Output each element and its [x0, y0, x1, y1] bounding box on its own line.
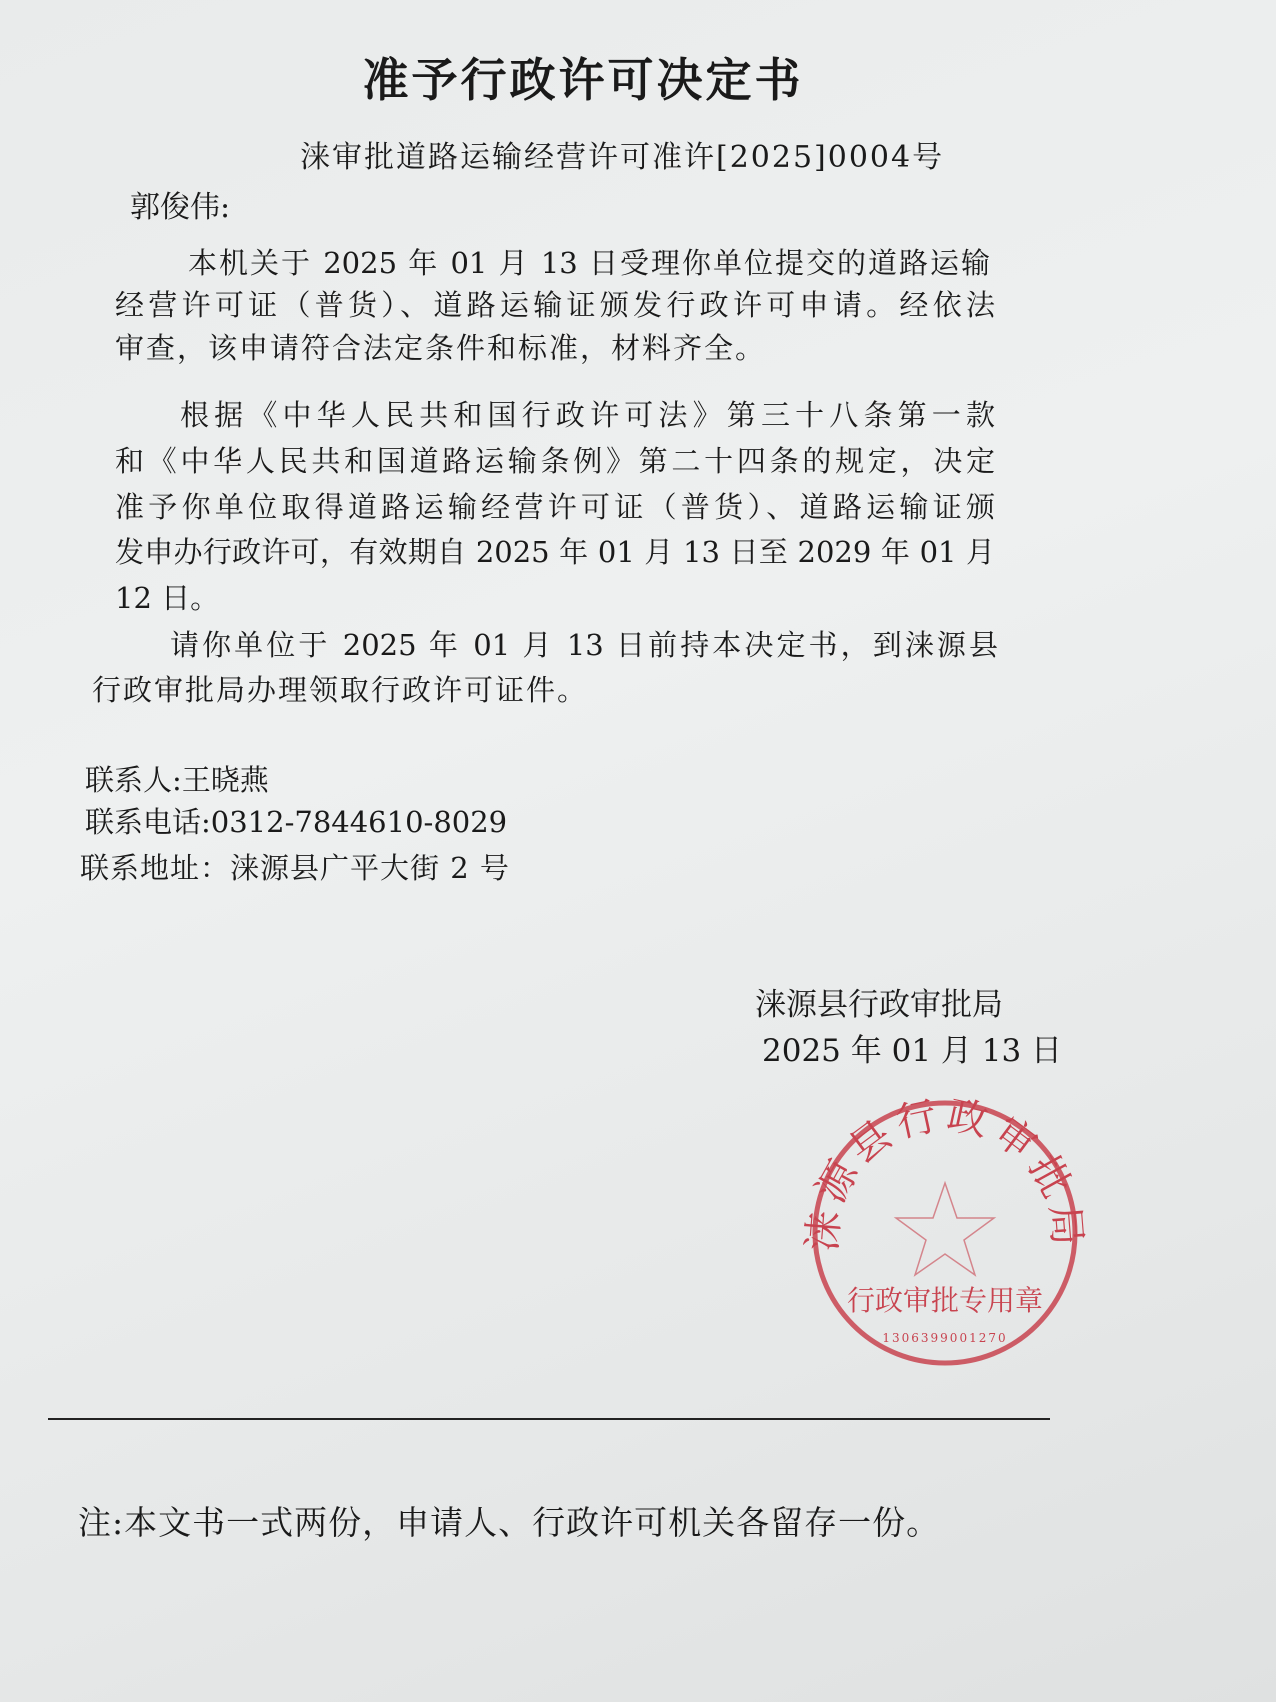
document-number: 涞审批道路运输经营许可准许[2025]0004号: [300, 140, 945, 175]
paragraph-1-line: 审查，该申请符合法定条件和标准，材料齐全。: [115, 331, 767, 365]
contact-person: 联系人:王晓燕: [85, 763, 269, 797]
paragraph-2-line: 12 日。: [115, 581, 220, 615]
paragraph-2-line: 准予你单位取得道路运输经营许可证（普货）、道路运输证颁: [115, 490, 995, 524]
paragraph-3-line: 请你单位于 2025 年 01 月 13 日前持本决定书，到涞源县: [170, 628, 998, 662]
official-seal: [800, 1088, 1090, 1378]
seal-inner-text: 行政审批专用章: [846, 1284, 1044, 1317]
addressee: 郭俊伟:: [130, 190, 231, 225]
seal-star-icon: [896, 1183, 994, 1275]
issue-date: 2025 年 01 月 13 日: [762, 1033, 1063, 1069]
paragraph-1-line: 经营许可证（普货）、道路运输证颁发行政许可申请。经依法: [115, 288, 995, 322]
paragraph-3-line: 行政审批局办理领取行政许可证件。: [92, 673, 589, 707]
paragraph-2-line: 根据《中华人民共和国行政许可法》第三十八条第一款: [180, 398, 995, 432]
divider-line: [48, 1418, 1050, 1420]
paragraph-2-line: 和《中华人民共和国道路运输条例》第二十四条的规定，决定: [115, 444, 995, 478]
paragraph-2-line: 发申办行政许可，有效期自 2025 年 01 月 13 日至 2029 年 01 月: [115, 535, 995, 569]
seal-number: 1306399001270: [882, 1331, 1008, 1345]
svg-text:涞源县行政审批局: [800, 1092, 1090, 1253]
document-title: 准予行政许可决定书: [362, 53, 804, 107]
contact-address: 联系地址：涞源县广平大街 2 号: [80, 851, 510, 885]
issuer-name: 涞源县行政审批局: [755, 987, 1003, 1023]
seal-outer-text: 涞源县行政审批局: [800, 1092, 1090, 1253]
paragraph-1-line: 本机关于 2025 年 01 月 13 日受理你单位提交的道路运输: [188, 246, 990, 280]
footnote: 注:本文书一式两份，申请人、行政许可机关各留存一份。: [78, 1503, 941, 1542]
contact-phone: 联系电话:0312-7844610-8029: [85, 805, 508, 839]
